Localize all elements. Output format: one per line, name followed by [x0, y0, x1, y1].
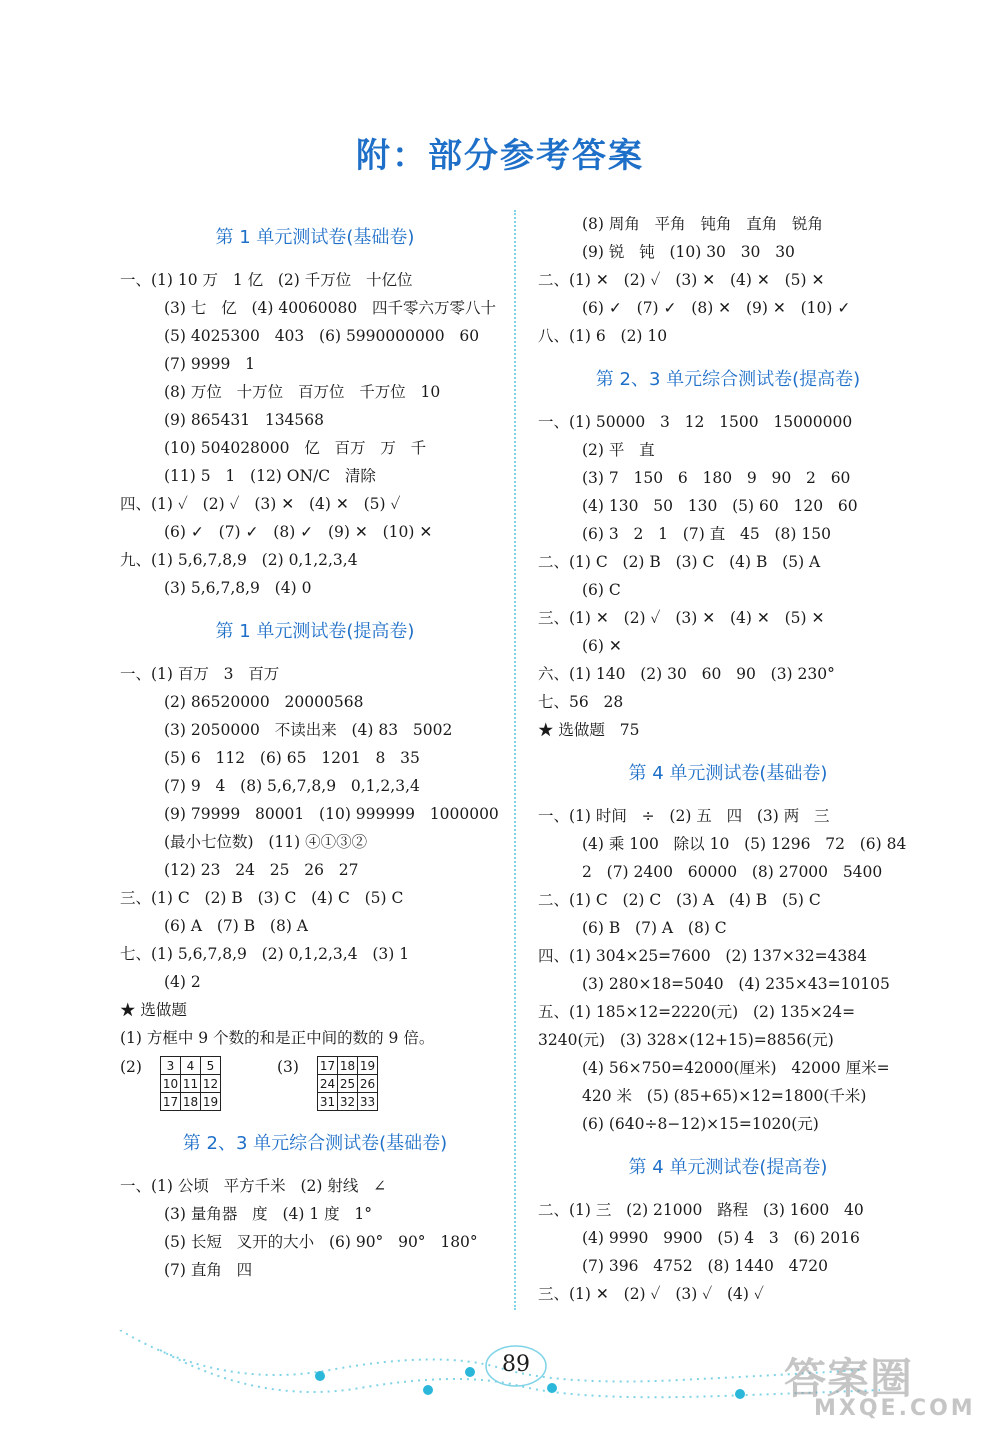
answer-line: (6) ✓ (7) ✓ (8) ✓ (9) ✕ (10) ✕ [164, 523, 433, 541]
answer-line: (6) ✓ (7) ✓ (8) ✕ (9) ✕ (10) ✓ [582, 299, 851, 317]
answer-line: 一、(1) 时间 ÷ (2) 五 四 (3) 两 三 [538, 807, 830, 825]
answer-line: (1) 方框中 9 个数的和是正中间的数的 9 倍。 [120, 1029, 435, 1047]
section-title: 第 4 单元测试卷(提高卷) [628, 1157, 828, 1178]
grid-cell: 25 [338, 1075, 358, 1093]
grid-cell: 26 [358, 1075, 378, 1093]
answer-line: (6) C [582, 581, 621, 599]
answer-line: (7) 直角 四 [164, 1261, 253, 1279]
answer-line: 七、56 28 [538, 693, 624, 711]
answer-line: (2) 平 直 [582, 441, 655, 459]
answer-line: (4) 130 50 130 (5) 60 120 60 [582, 497, 858, 515]
answer-line: 2 (7) 2400 60000 (8) 27000 5400 [582, 863, 883, 881]
optional-question-label: ★ 选做题 [120, 1001, 187, 1019]
answer-block [120, 660, 510, 1052]
answer-block [538, 210, 918, 350]
number-grid-2 [317, 1056, 378, 1111]
answer-line: (8) 万位 十万位 百万位 千万位 10 [164, 383, 441, 401]
answer-line: 三、(1) ✕ (2) ✓ (3) ✓ (4) ✓ [538, 1285, 764, 1303]
answer-line: (7) 396 4752 (8) 1440 4720 [582, 1257, 829, 1275]
answer-line: 六、(1) 140 (2) 30 60 90 (3) 230° [538, 665, 835, 683]
answer-line: (6) A (7) B (8) A [164, 917, 308, 935]
answer-line: (4) 2 [164, 973, 201, 991]
answer-line: 四、(1) 304×25=7600 (2) 137×32=4384 [538, 947, 868, 965]
grid-cell: 19 [358, 1057, 378, 1075]
answer-line: 七、(1) 5,6,7,8,9 (2) 0,1,2,3,4 (3) 1 [120, 945, 410, 963]
answer-line: 一、(1) 百万 3 百万 [120, 665, 280, 683]
answer-line: (7) 9999 1 [164, 355, 255, 373]
answer-block [538, 1196, 918, 1308]
answer-line: (12) 23 24 25 26 27 [164, 861, 359, 879]
answer-block [120, 266, 510, 602]
answer-line: (4) 9990 9900 (5) 4 3 (6) 2016 [582, 1229, 860, 1247]
grid-cell: 3 [161, 1057, 181, 1075]
answer-line: 420 米 (5) (85+65)×12=1800(千米) [582, 1087, 867, 1105]
answer-line: (最小七位数) (11) ④①③② [164, 833, 368, 851]
optional-question-label: ★ 选做题 75 [538, 721, 640, 739]
grid-cell: 18 [338, 1057, 358, 1075]
answer-line: (6) (640÷8−12)×15=1020(元) [582, 1115, 819, 1133]
grid-cell: 19 [201, 1093, 221, 1111]
answer-line: 二、(1) C (2) B (3) C (4) B (5) A [538, 553, 821, 571]
answer-line: 八、(1) 6 (2) 10 [538, 327, 668, 345]
grid-cell: 17 [161, 1093, 181, 1111]
answer-line: 四、(1) ✓ (2) ✓ (3) ✕ (4) ✕ (5) ✓ [120, 495, 401, 513]
grid-cell: 4 [181, 1057, 201, 1075]
number-grid-1 [160, 1056, 221, 1111]
grid-label: (2) [120, 1058, 142, 1076]
answer-line: (3) 量角器 度 (4) 1 度 1° [164, 1205, 373, 1223]
page-number: 89 [502, 1352, 530, 1377]
column-divider [514, 210, 516, 1310]
answer-line: 三、(1) C (2) B (3) C (4) C (5) C [120, 889, 404, 907]
answer-line: (7) 9 4 (8) 5,6,7,8,9 0,1,2,3,4 [164, 777, 420, 795]
answer-block [538, 408, 918, 744]
left-column [120, 210, 510, 1284]
answer-line: (9) 锐 钝 (10) 30 30 30 [582, 243, 795, 261]
answer-line: (5) 6 112 (6) 65 1201 8 35 [164, 749, 420, 767]
answer-line: (11) 5 1 (12) ON/C 清除 [164, 467, 376, 485]
answer-line: (8) 周角 平角 钝角 直角 锐角 [582, 215, 824, 233]
page-title: 附：部分参考答案 [356, 136, 644, 176]
grid-cell: 32 [338, 1093, 358, 1111]
grid-cell: 11 [181, 1075, 201, 1093]
section-title: 第 1 单元测试卷(提高卷) [215, 621, 415, 642]
section-title: 第 1 单元测试卷(基础卷) [215, 227, 415, 248]
answer-line: 一、(1) 50000 3 12 1500 15000000 [538, 413, 853, 431]
answer-block [120, 1172, 510, 1284]
grid-cell: 33 [358, 1093, 378, 1111]
right-column [538, 210, 918, 1308]
answer-line: (10) 504028000 亿 百万 万 千 [164, 439, 427, 457]
answer-line: (2) 86520000 20000568 [164, 693, 364, 711]
answer-line: (9) 79999 80001 (10) 999999 1000000 [164, 805, 499, 823]
grid-cell: 10 [161, 1075, 181, 1093]
grid-cell: 24 [318, 1075, 338, 1093]
grid-label: (3) [277, 1058, 299, 1076]
grid-cell: 17 [318, 1057, 338, 1075]
answer-line: 二、(1) 三 (2) 21000 路程 (3) 1600 40 [538, 1201, 864, 1219]
answer-block [538, 802, 918, 1138]
answer-line: 一、(1) 公顷 平方千米 (2) 射线 ∠ [120, 1177, 387, 1195]
watermark-site: MXQE.COM [814, 1396, 976, 1421]
answer-line: (9) 865431 134568 [164, 411, 325, 429]
answer-line: (3) 280×18=5040 (4) 235×43=10105 [582, 975, 890, 993]
grid-cell: 12 [201, 1075, 221, 1093]
answer-line: 二、(1) ✕ (2) ✓ (3) ✕ (4) ✕ (5) ✕ [538, 271, 825, 289]
answer-line: 五、(1) 185×12=2220(元) (2) 135×24= [538, 1003, 856, 1021]
grid-cell: 18 [181, 1093, 201, 1111]
section-title: 第 4 单元测试卷(基础卷) [628, 763, 828, 784]
answer-line: (3) 2050000 不读出来 (4) 83 5002 [164, 721, 453, 739]
answer-line: (6) 3 2 1 (7) 直 45 (8) 150 [582, 525, 831, 543]
answer-line: (3) 七 亿 (4) 40060080 四千零六万零八十 [164, 299, 497, 317]
answer-line: (4) 乘 100 除以 10 (5) 1296 72 (6) 84 [582, 835, 907, 853]
answer-line: 九、(1) 5,6,7,8,9 (2) 0,1,2,3,4 [120, 551, 358, 569]
answer-line: 三、(1) ✕ (2) ✓ (3) ✕ (4) ✕ (5) ✕ [538, 609, 825, 627]
section-title: 第 2、3 单元综合测试卷(基础卷) [182, 1133, 448, 1154]
answer-line: (4) 56×750=42000(厘米) 42000 厘米= [582, 1059, 890, 1077]
answer-line: (6) B (7) A (8) C [582, 919, 727, 937]
answer-line: 二、(1) C (2) C (3) A (4) B (5) C [538, 891, 821, 909]
answer-line: (5) 4025300 403 (6) 5990000000 60 [164, 327, 480, 345]
answer-line: (3) 7 150 6 180 9 90 2 60 [582, 469, 851, 487]
grid-cell: 31 [318, 1093, 338, 1111]
number-grids [120, 1056, 510, 1120]
answer-line: 3240(元) (3) 328×(12+15)=8856(元) [538, 1031, 834, 1049]
answer-line: (5) 长短 叉开的大小 (6) 90° 90° 180° [164, 1233, 478, 1251]
watermark-logo: 答案圈 [784, 1354, 914, 1403]
answer-line: 一、(1) 10 万 1 亿 (2) 千万位 十亿位 [120, 271, 413, 289]
answer-line: (3) 5,6,7,8,9 (4) 0 [164, 579, 312, 597]
section-title: 第 2、3 单元综合测试卷(提高卷) [595, 369, 861, 390]
grid-cell: 5 [201, 1057, 221, 1075]
answer-line: (6) ✕ [582, 637, 622, 655]
